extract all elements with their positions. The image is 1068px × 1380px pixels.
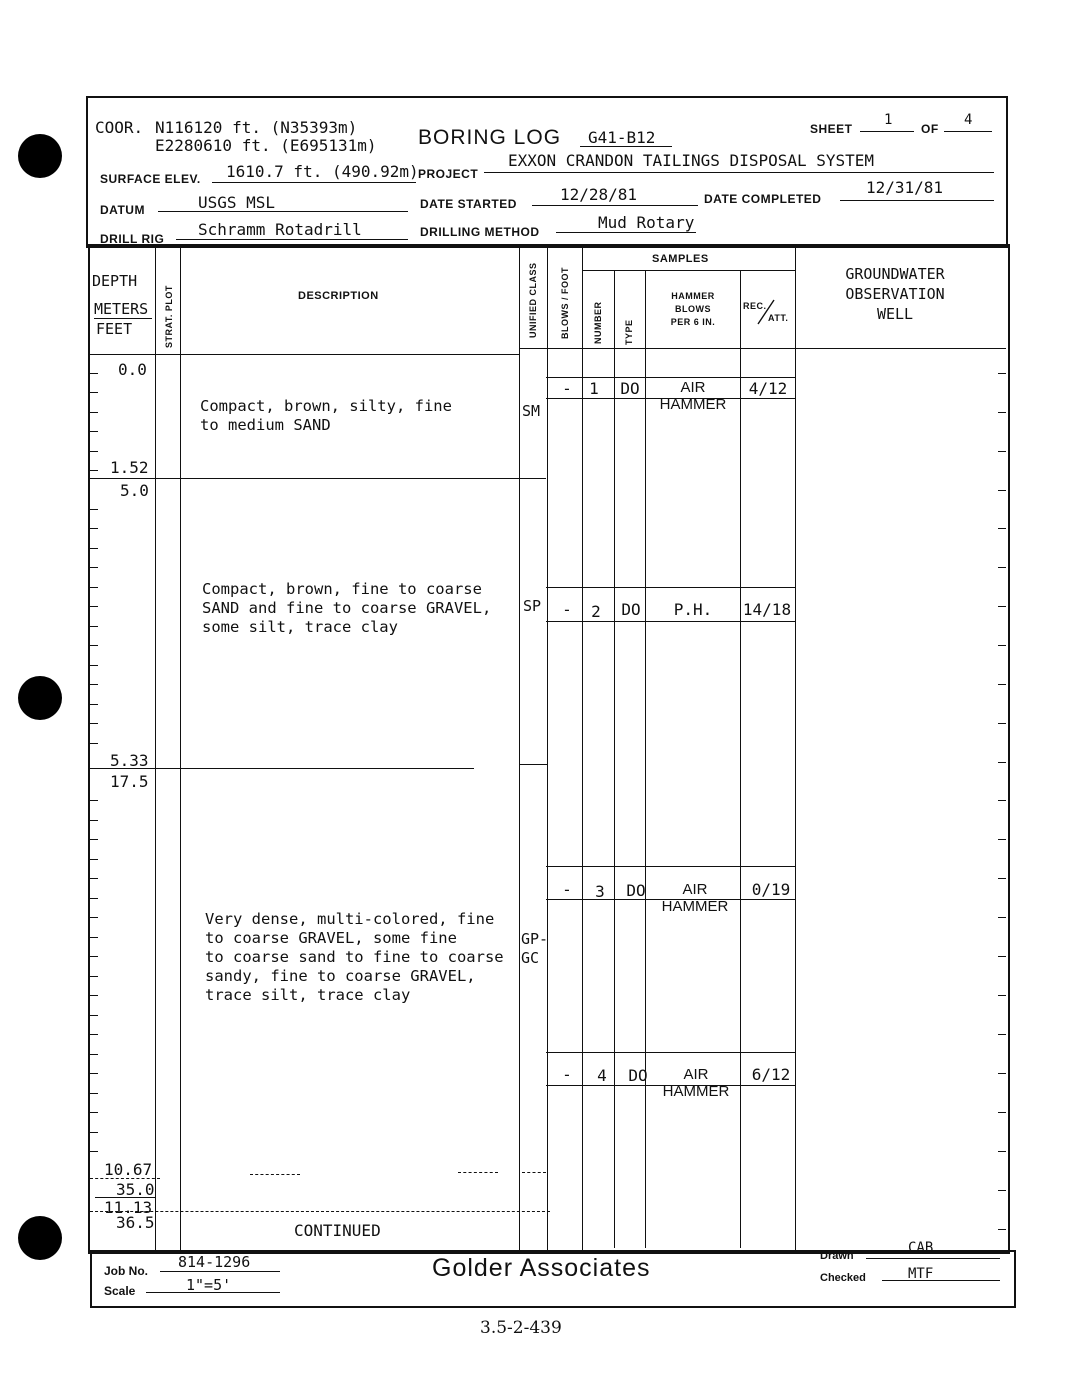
log-table-frame: [88, 244, 1010, 1254]
hammer-blows-header-2: BLOWS: [675, 304, 711, 314]
sample-2-rec-att: 14/18: [742, 600, 792, 619]
sheet-label: SHEET: [810, 122, 853, 136]
drawn-value: CAB: [908, 1240, 934, 1256]
layer-1-description: Compact, brown, silty, fine to medium SAND: [200, 397, 452, 434]
depth-1-meters: 1.52: [110, 458, 149, 477]
datum-value: USGS MSL: [198, 193, 276, 212]
drill-rig-value: Schramm Rotadrill: [198, 220, 362, 239]
sample-1-blows: -: [562, 379, 572, 398]
sample-1-type: DO: [620, 379, 640, 398]
boring-log-id: G41-B12: [588, 128, 656, 147]
date-started-underline: [532, 205, 698, 206]
sample-3-type: DO: [626, 881, 646, 900]
unified-class-header: UNIFIED CLASS: [528, 262, 538, 338]
binder-hole-middle: [18, 676, 62, 720]
depth-2-feet: 17.5: [110, 772, 149, 791]
col-desc-right: [519, 248, 520, 1250]
date-started-label: DATE STARTED: [420, 197, 517, 211]
date-completed-underline: [840, 200, 994, 201]
sample-3-blows: -: [562, 880, 572, 899]
layer-2-class: SP: [523, 597, 542, 615]
drilling-method-label: DRILLING METHOD: [420, 225, 540, 239]
drill-rig-underline: [176, 239, 408, 240]
datum-underline: [158, 211, 408, 212]
layer-boundary-4: [90, 1211, 550, 1212]
col-number-right: [614, 270, 615, 1248]
layer-2-description: Compact, brown, fine to coarse SAND and fine to coarse GRAVEL, some silt, trace clay: [202, 580, 492, 636]
depth-4-meters: 11.13: [104, 1198, 153, 1217]
layer-boundary-3-desc: [250, 1174, 300, 1175]
binder-hole-top: [18, 134, 62, 178]
depth-1-feet: 5.0: [120, 481, 149, 500]
depth-3-feet: 35.0: [116, 1180, 155, 1199]
meters-header: METERS: [94, 300, 149, 318]
layer-boundary-3-right: [458, 1172, 498, 1173]
layer-boundary-2-class: [520, 764, 547, 765]
surface-elev-underline: [212, 182, 416, 183]
date-started-value: 12/28/81: [560, 185, 638, 204]
sample-4-type: DO: [628, 1066, 648, 1085]
sample-4-hammer: AIR HAMMER: [662, 1066, 730, 1100]
page-number: 3.5-2-439: [480, 1318, 562, 1338]
coor-line-1: N116120 ft. (N35393m): [155, 118, 358, 137]
depth-header: DEPTH: [92, 272, 138, 290]
layer-3-description: Very dense, multi-colored, fine to coarse GRAVEL, some fine to coarse sand to fine to coarse sandy, fine to coarse GRAVEL, trace silt, trace clay: [205, 910, 504, 1004]
description-header: DESCRIPTION: [298, 290, 379, 302]
feet-header: FEET: [96, 320, 133, 338]
col-type-right: [645, 270, 646, 1248]
scale-value: 1"=5': [186, 1276, 232, 1294]
document-title: BORING LOG: [418, 126, 562, 149]
company-name: Golder Associates: [432, 1254, 651, 1282]
sample-2-number: 2: [591, 602, 601, 621]
drawn-underline: [866, 1258, 1000, 1259]
depth-0: 0.0: [118, 360, 147, 379]
of-label: OF: [921, 122, 939, 136]
scale-underline: [146, 1292, 280, 1293]
col-strat-right: [180, 248, 181, 1250]
sheet-total-underline: [944, 131, 992, 132]
sample-4-blows: -: [562, 1065, 572, 1084]
drawn-label: Drawn: [820, 1250, 854, 1262]
binder-hole-bottom: [18, 1216, 62, 1260]
checked-value: MTF: [908, 1266, 934, 1282]
coor-line-2: E2280610 ft. (E695131m): [155, 136, 377, 155]
checked-label: Checked: [820, 1272, 866, 1284]
drilling-method-value: Mud Rotary: [598, 213, 695, 232]
sample-1-number: 1: [589, 379, 599, 398]
datum-label: DATUM: [100, 203, 145, 217]
job-no-label: Job No.: [104, 1264, 148, 1278]
layer-1-class: SM: [522, 402, 541, 420]
rec-header: REC.: [743, 301, 767, 311]
column-header-bottom-right: [520, 348, 1006, 349]
col-depth-right: [155, 248, 156, 1250]
date-completed-label: DATE COMPLETED: [704, 192, 822, 206]
depth-3-meters: 10.67: [104, 1160, 153, 1179]
sheet-number: 1: [884, 112, 893, 128]
hammer-blows-header-1: HAMMER: [671, 291, 715, 301]
sample-2-hammer: P.H.: [673, 600, 713, 619]
strat-plot-header: STRAT. PLOT: [164, 285, 174, 348]
groundwater-header-3: WELL: [876, 305, 914, 323]
surface-elev-label: SURFACE ELEV.: [100, 172, 201, 186]
checked-underline: [882, 1280, 1000, 1281]
continued-label: CONTINUED: [294, 1221, 381, 1240]
sample-2-type: DO: [621, 600, 641, 619]
depth-4-feet: 36.5: [116, 1213, 155, 1232]
att-header: ATT.: [768, 313, 789, 323]
sample-4-rec-att: 6/12: [751, 1065, 791, 1084]
layer-boundary-2: [90, 768, 474, 769]
sample-3-number: 3: [595, 882, 605, 901]
project-underline: [484, 172, 994, 173]
drilling-method-underline: [556, 232, 696, 233]
log-id-underline: [580, 146, 672, 147]
coor-label: COOR.: [95, 118, 144, 137]
job-no-underline: [160, 1271, 280, 1272]
hammer-blows-header-3: PER 6 IN.: [670, 317, 716, 327]
drill-rig-label: DRILL RIG: [100, 232, 165, 246]
project-value: EXXON CRANDON TAILINGS DISPOSAL SYSTEM: [508, 151, 875, 170]
number-header: NUMBER: [593, 301, 603, 344]
sample-3-rec-att: 0/19: [751, 880, 791, 899]
col-hammer-right: [740, 270, 741, 1248]
depth-meters-feet-35: [95, 1197, 155, 1198]
samples-header: SAMPLES: [652, 253, 709, 265]
sample-4-number: 4: [597, 1066, 607, 1085]
groundwater-header-1: GROUNDWATER: [845, 265, 945, 283]
job-no-value: 814-1296: [178, 1253, 251, 1271]
groundwater-header-2: OBSERVATION: [845, 285, 945, 303]
sheet-total: 4: [964, 112, 973, 128]
surface-elev-value: 1610.7 ft. (490.92m): [226, 162, 419, 181]
layer-boundary-1: [90, 478, 546, 479]
scale-label: Scale: [104, 1284, 136, 1298]
meters-feet-divider: [94, 318, 152, 319]
project-label: PROJECT: [418, 167, 479, 181]
layer-boundary-3: [90, 1178, 160, 1179]
layer-3-class: GP- GC: [521, 930, 549, 967]
blows-foot-header: BLOWS / FOOT: [560, 267, 570, 339]
sheet-number-underline: [860, 131, 914, 132]
samples-subheader-line: [582, 270, 795, 271]
depth-2-meters: 5.33: [110, 751, 149, 770]
layer-boundary-3-class: [522, 1172, 546, 1173]
sample-1-hammer: AIR HAMMER: [659, 379, 727, 413]
sample-2-blows: -: [562, 600, 572, 619]
sample-3-hammer: AIR HAMMER: [661, 881, 729, 915]
type-header: TYPE: [624, 319, 634, 345]
sample-1-rec-att: 4/12: [748, 379, 788, 398]
date-completed-value: 12/31/81: [866, 178, 944, 197]
